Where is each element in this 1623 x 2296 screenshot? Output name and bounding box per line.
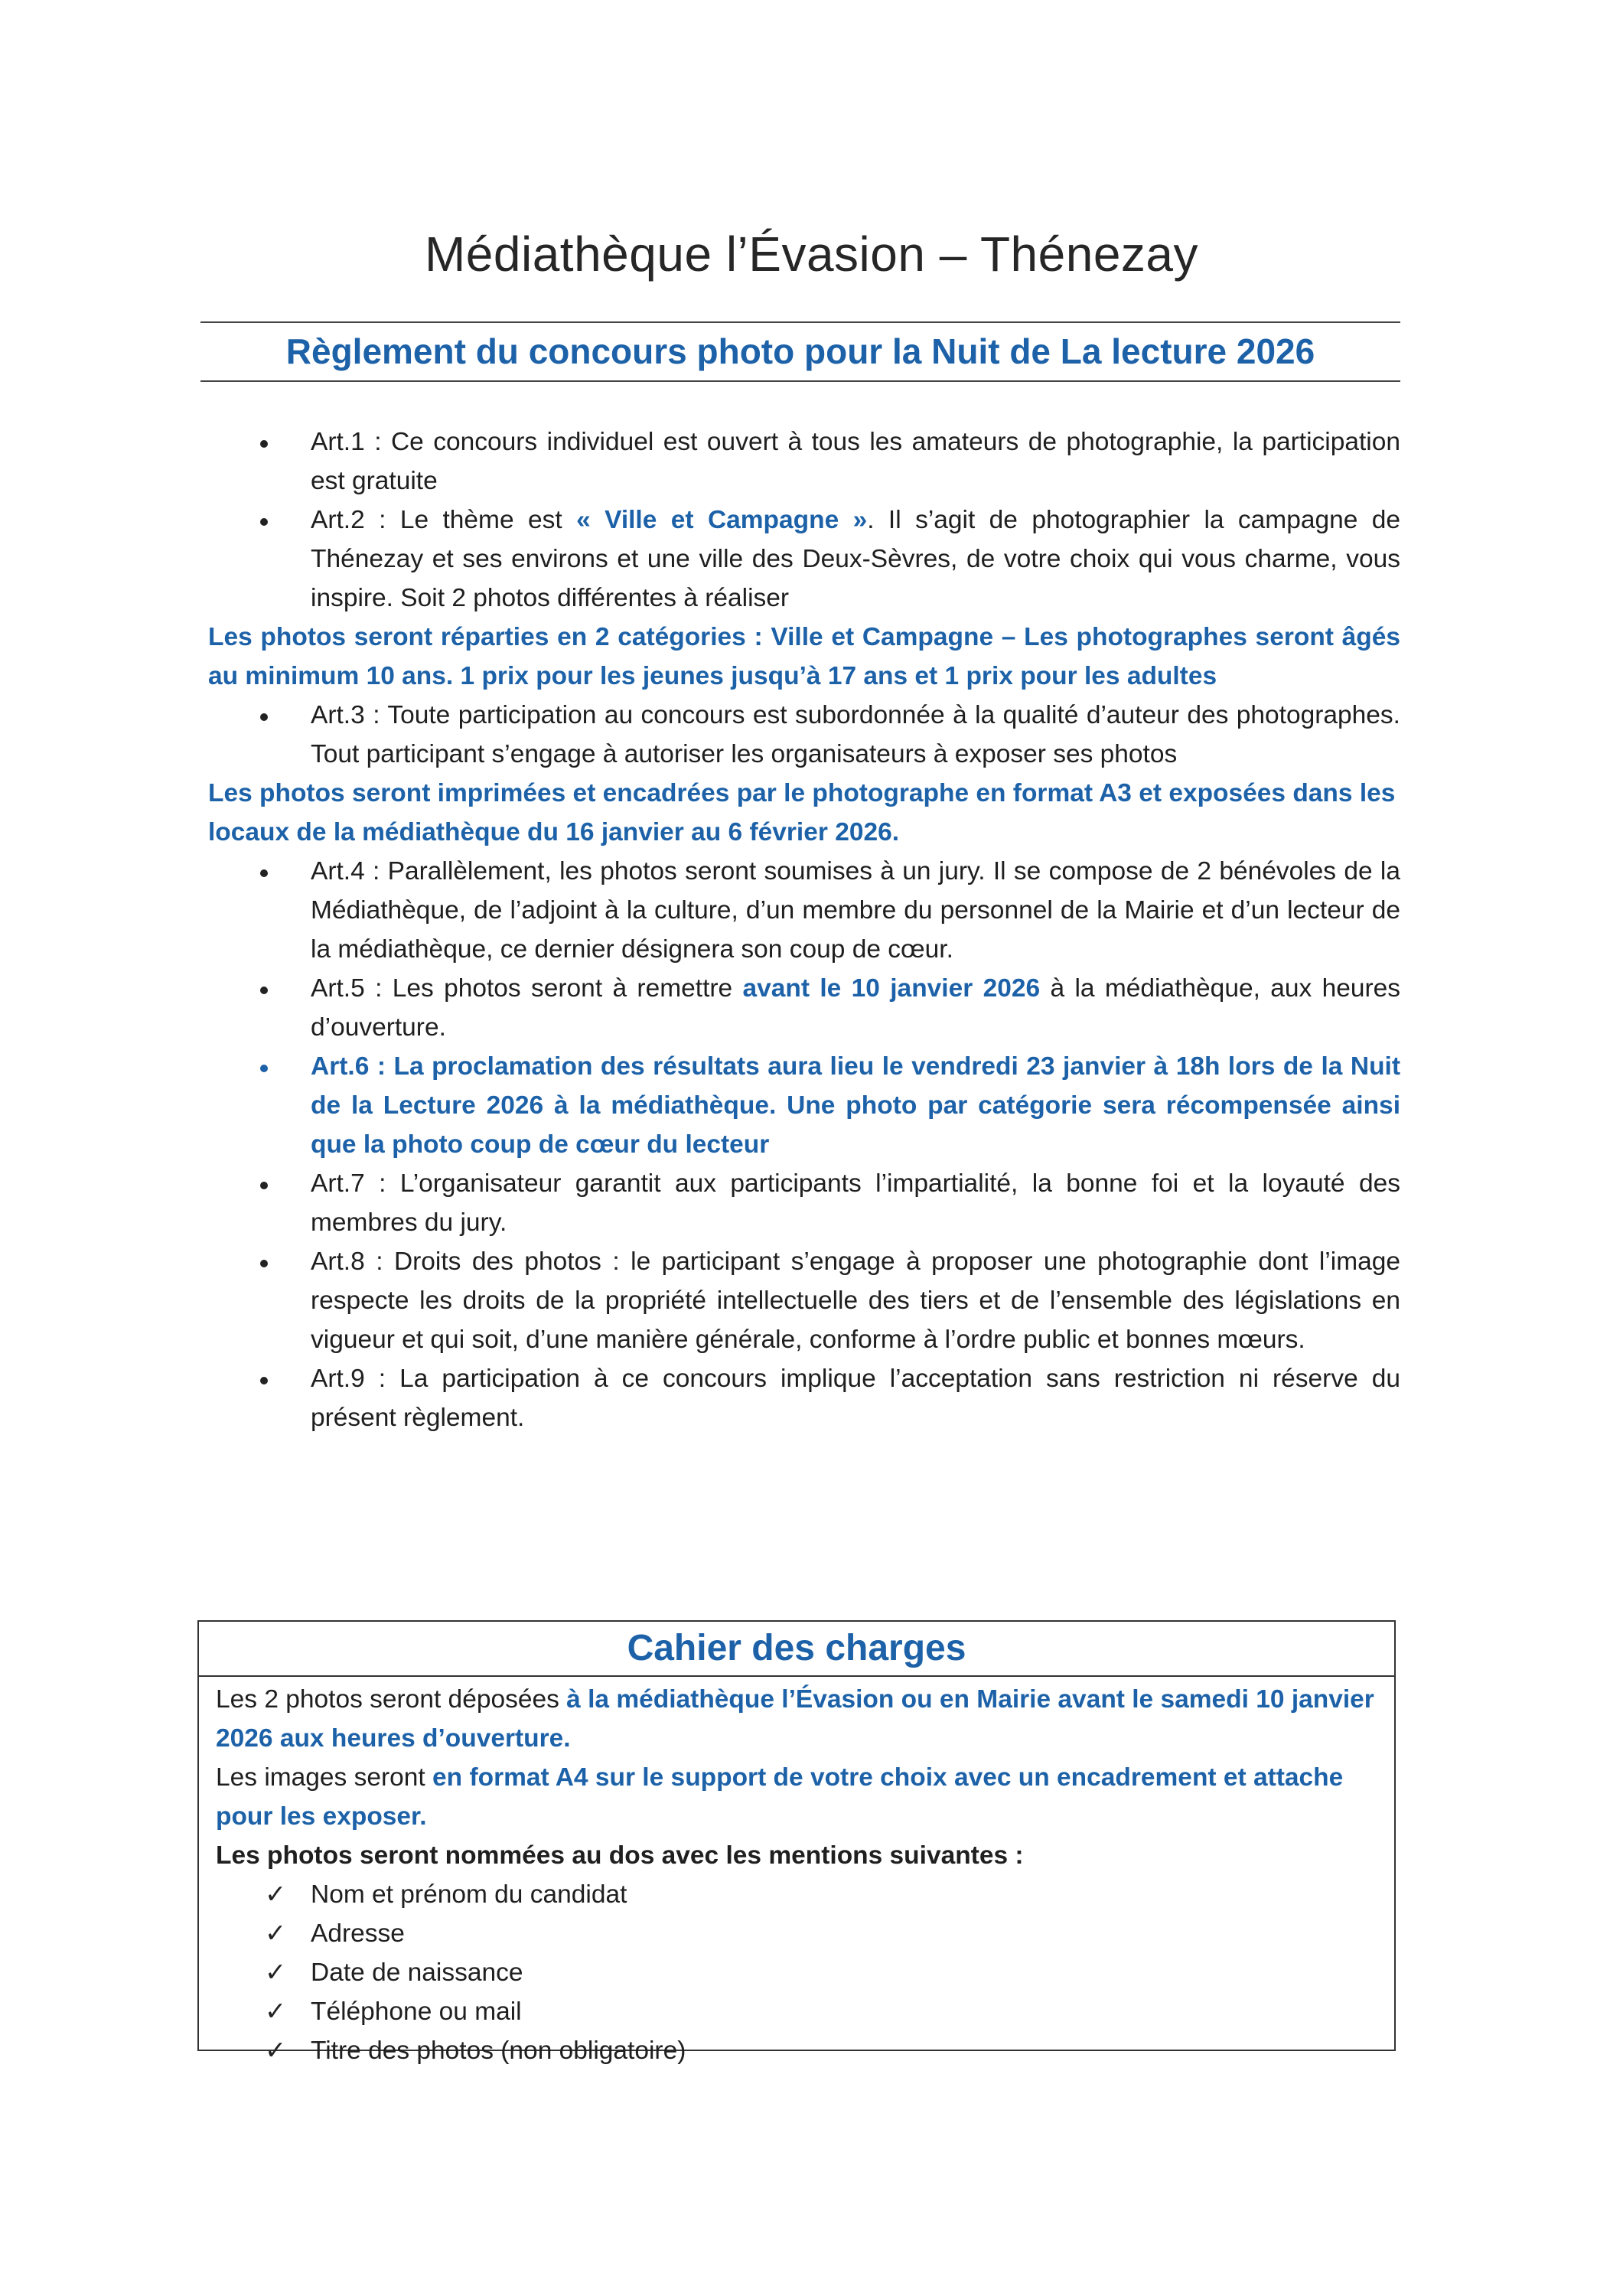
article-1-text: Art.1 : Ce concours individuel est ouvert à tous les amateurs de photographie, la participation est gratuite bbox=[311, 428, 1400, 495]
check-icon: ✓ bbox=[265, 1880, 287, 1909]
check-icon: ✓ bbox=[265, 1998, 287, 2026]
article-6 bbox=[214, 1047, 1400, 1164]
check-icon: ✓ bbox=[265, 2037, 287, 2065]
article-8-text: Art.8 : Droits des photos : le participant s’engage à proposer une photographie dont l’image respecte les droits de la propriété intellectuelle des tiers et de l’ensemble des législations en vigueur et qui soit, d’une manière générale, conforme à l’ordre public et bonnes mœurs. bbox=[311, 1247, 1400, 1354]
exhibition-note: Les photos seront imprimées et encadrées par le photographe en format A3 et exposées dans les locaux de la médiathèque du 16 janvier au 6 février 2026. bbox=[208, 779, 1396, 846]
mention-address: Adresse bbox=[311, 1919, 405, 1948]
list-item bbox=[216, 1875, 1377, 1914]
top-rule bbox=[200, 321, 1400, 323]
article-5-deadline: avant le 10 janvier 2026 bbox=[742, 974, 1041, 1003]
list-item bbox=[216, 2031, 1377, 2070]
categories-note: Les photos seront réparties en 2 catégories : Ville et Campagne – Les photographes seront âgés au minimum 10 ans. 1 prix pour les jeunes jusqu’à 17 ans et 1 prix pour les adultes bbox=[208, 623, 1400, 690]
article-1 bbox=[214, 422, 1400, 501]
bottom-rule bbox=[200, 380, 1400, 382]
rules-list bbox=[208, 422, 1401, 1437]
bullet-icon bbox=[260, 713, 268, 721]
bullet-icon bbox=[260, 1182, 268, 1189]
bullet-icon bbox=[260, 518, 268, 526]
list-item bbox=[216, 1914, 1377, 1953]
cahier-body bbox=[199, 1677, 1394, 2070]
article-3 bbox=[214, 696, 1400, 774]
article-7 bbox=[214, 1164, 1400, 1242]
mention-contact: Téléphone ou mail bbox=[311, 1998, 522, 2026]
article-3-text: Art.3 : Toute participation au concours est subordonnée à la qualité d’auteur des photographes. Tout participant s’engage à autoriser les organisateurs à exposer ses photos bbox=[311, 701, 1400, 768]
cahier-deposit-paragraph bbox=[216, 1680, 1377, 1758]
bullet-icon bbox=[260, 1377, 268, 1384]
cahier-format-start: Les images seront bbox=[216, 1763, 433, 1792]
rules-subtitle: Règlement du concours photo pour la Nuit de La lecture 2026 bbox=[285, 331, 1315, 371]
cahier-deposit-start: Les 2 photos seront déposées bbox=[216, 1685, 567, 1714]
cahier-title: Cahier des charges bbox=[199, 1622, 1394, 1677]
article-2 bbox=[214, 501, 1400, 618]
bullet-icon bbox=[260, 1065, 268, 1072]
article-6-text: Art.6 : La proclamation des résultats aura lieu le vendredi 23 janvier à 18h lors de la Nuit de la Lecture 2026 à la médiathèque. Une photo par catégorie sera récompensée ainsi que la photo coup de cœur du lecteur bbox=[311, 1052, 1400, 1159]
article-2-text-end: . Il s’agit de photographier la campagne de Thénezay et ses environs et une ville des Deux-Sèvres, de votre choix qui vous charme, vous inspire. Soit 2 photos différentes à réaliser bbox=[311, 506, 1400, 612]
article-4 bbox=[214, 852, 1400, 969]
article-5-text-end: à la médiathèque, aux heures d’ouverture. bbox=[311, 974, 1401, 1042]
article-5-text-start: Art.5 : Les photos seront à remettre bbox=[311, 974, 743, 1003]
article-9-text: Art.9 : La participation à ce concours implique l’acceptation sans restriction ni réserve du présent règlement. bbox=[311, 1365, 1400, 1432]
article-4-text: Art.4 : Parallèlement, les photos seront soumises à un jury. Il se compose de 2 bénévoles de la Médiathèque, de l’adjoint à la culture, d’un membre du personnel de la Mairie et d’un lecteur de la médiathèque, ce dernier désignera son coup de cœur. bbox=[311, 857, 1400, 964]
list-item bbox=[216, 1992, 1377, 2031]
check-icon: ✓ bbox=[265, 1919, 287, 1948]
bullet-icon bbox=[260, 869, 268, 877]
list-item bbox=[216, 1953, 1377, 1992]
cahier-mentions-heading: Les photos seront nommées au dos avec les mentions suivantes : bbox=[216, 1841, 1024, 1870]
article-7-text: Art.7 : L’organisateur garantit aux participants l’impartialité, la bonne foi et la loyauté des membres du jury. bbox=[311, 1169, 1400, 1237]
article-5 bbox=[214, 969, 1400, 1047]
cahier-des-charges-box bbox=[197, 1620, 1396, 2065]
bullet-icon bbox=[260, 440, 268, 448]
mention-name: Nom et prénom du candidat bbox=[311, 1880, 627, 1909]
page-title: Médiathèque l’Évasion – Thénezay bbox=[424, 227, 1199, 282]
mention-birthdate: Date de naissance bbox=[311, 1958, 523, 1987]
cahier-deposit-location: à la médiathèque l’Évasion ou en Mairie avant le samedi 10 janvier 2026 aux heures d’ouverture. bbox=[216, 1685, 1374, 1753]
article-8 bbox=[214, 1242, 1400, 1359]
mention-photo-title: Titre des photos (non obligatoire) bbox=[311, 2037, 686, 2065]
check-icon: ✓ bbox=[265, 1958, 287, 1987]
cahier-format-paragraph bbox=[216, 1758, 1377, 1836]
bullet-icon bbox=[260, 1260, 268, 1267]
cahier-format-details: en format A4 sur le support de votre choix avec un encadrement et attache pour les exposer. bbox=[216, 1763, 1344, 1831]
article-2-theme: « Ville et Campagne » bbox=[576, 506, 868, 534]
article-9 bbox=[214, 1359, 1400, 1437]
mentions-list bbox=[216, 1875, 1377, 2070]
bullet-icon bbox=[260, 987, 268, 994]
article-2-text-start: Art.2 : Le thème est bbox=[311, 506, 577, 534]
